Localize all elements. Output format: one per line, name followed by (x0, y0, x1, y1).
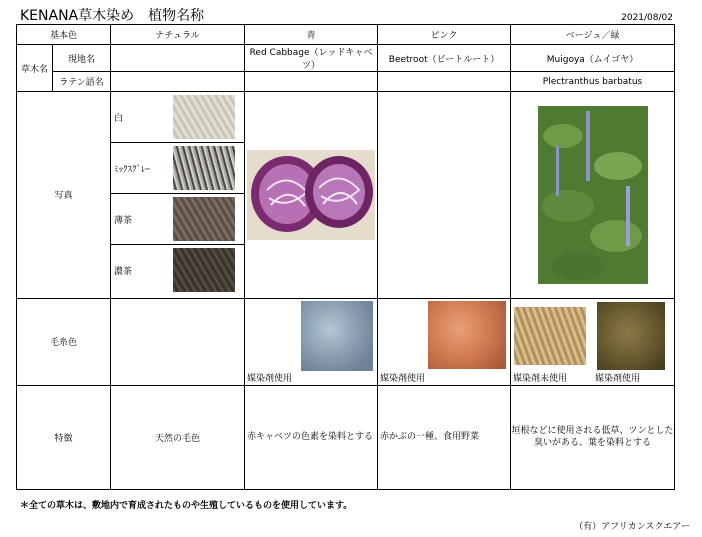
date: 2021/08/02 (621, 13, 673, 23)
header-pink: ピンク (378, 25, 511, 45)
sample-mix-gray (111, 143, 244, 194)
sample-label: ﾐｯｸｽｸﾞﾚｰ (114, 164, 151, 175)
plant-name-label: 草木名 (17, 45, 53, 92)
sample-label: 薄茶 (114, 215, 133, 226)
cabbage-photo-cell (245, 92, 378, 298)
feature-pink: 赤かぶの一種、食用野菜 (378, 385, 511, 489)
footnote: ＊全ての草木は、敷地内で育成されたものや生殖しているものを使用しています。 (20, 501, 353, 511)
yarn-pink-cell (378, 298, 511, 385)
green-yarn-photo (597, 302, 665, 370)
sample-dark-brown (111, 245, 244, 295)
latin-blue (245, 72, 378, 92)
local-blue: Red Cabbage（レッドキャベツ） (245, 45, 378, 72)
latin-natural (111, 72, 245, 92)
local-pink: Beetroot（ビートルート） (378, 45, 511, 72)
feature-blue: 赤キャベツの色素を染料とする (245, 385, 378, 489)
blue-yarn-photo (301, 301, 373, 371)
latin-pink (378, 72, 511, 92)
plant-table (16, 24, 675, 490)
header-natural: ナチュラル (111, 25, 245, 45)
muigoya-plant-photo (538, 106, 648, 284)
photo-label: 写真 (17, 92, 111, 298)
latin-name-label: ラテン語名 (53, 72, 111, 92)
sample-light-brown (111, 194, 244, 245)
sample-label: 濃茶 (114, 266, 133, 277)
header-beige-green: ベージュ／緑 (511, 25, 675, 45)
local-beige: Muigoya（ムイゴヤ） (511, 45, 675, 72)
feature-beige: 垣根などに使用される低草、ツンとした臭いがある、葉を染料とする (511, 385, 675, 489)
yarn-caption: 媒染剤未使用 (513, 373, 568, 384)
beetroot-photo-cell (378, 92, 511, 298)
white-yarn-swatch (173, 95, 235, 139)
red-cabbage-photo (247, 150, 375, 240)
yarn-caption: 媒染剤使用 (247, 373, 293, 384)
muigoya-photo-cell (511, 92, 675, 298)
yarn-natural (111, 298, 245, 385)
beige-yarn-photo (514, 307, 586, 365)
header-basic-color: 基本色 (17, 25, 111, 45)
local-natural (111, 45, 245, 72)
yarn-color-label: 毛糸色 (17, 298, 111, 385)
company-name: （有）アフリカンスクエアー (574, 522, 690, 532)
yarn-blue-cell (245, 298, 378, 385)
dark-brown-yarn-swatch (173, 248, 235, 292)
yarn-caption: 媒染剤使用 (595, 373, 641, 384)
light-brown-yarn-swatch (173, 197, 235, 241)
latin-beige: Plectranthus barbatus (511, 72, 675, 92)
yarn-caption: 媒染剤使用 (380, 373, 426, 384)
feature-natural: 天然の毛色 (111, 385, 245, 489)
page-title: KENANA草木染め 植物名称 (20, 8, 205, 24)
natural-samples (111, 92, 245, 298)
local-name-label: 現地名 (53, 45, 111, 72)
yarn-beige-green-cell (511, 298, 675, 385)
header-blue: 青 (245, 25, 378, 45)
sample-label: 白 (114, 113, 124, 124)
features-label: 特徴 (17, 385, 111, 489)
sample-white (111, 92, 244, 143)
pink-yarn-photo (428, 301, 506, 369)
gray-yarn-swatch (173, 146, 235, 190)
